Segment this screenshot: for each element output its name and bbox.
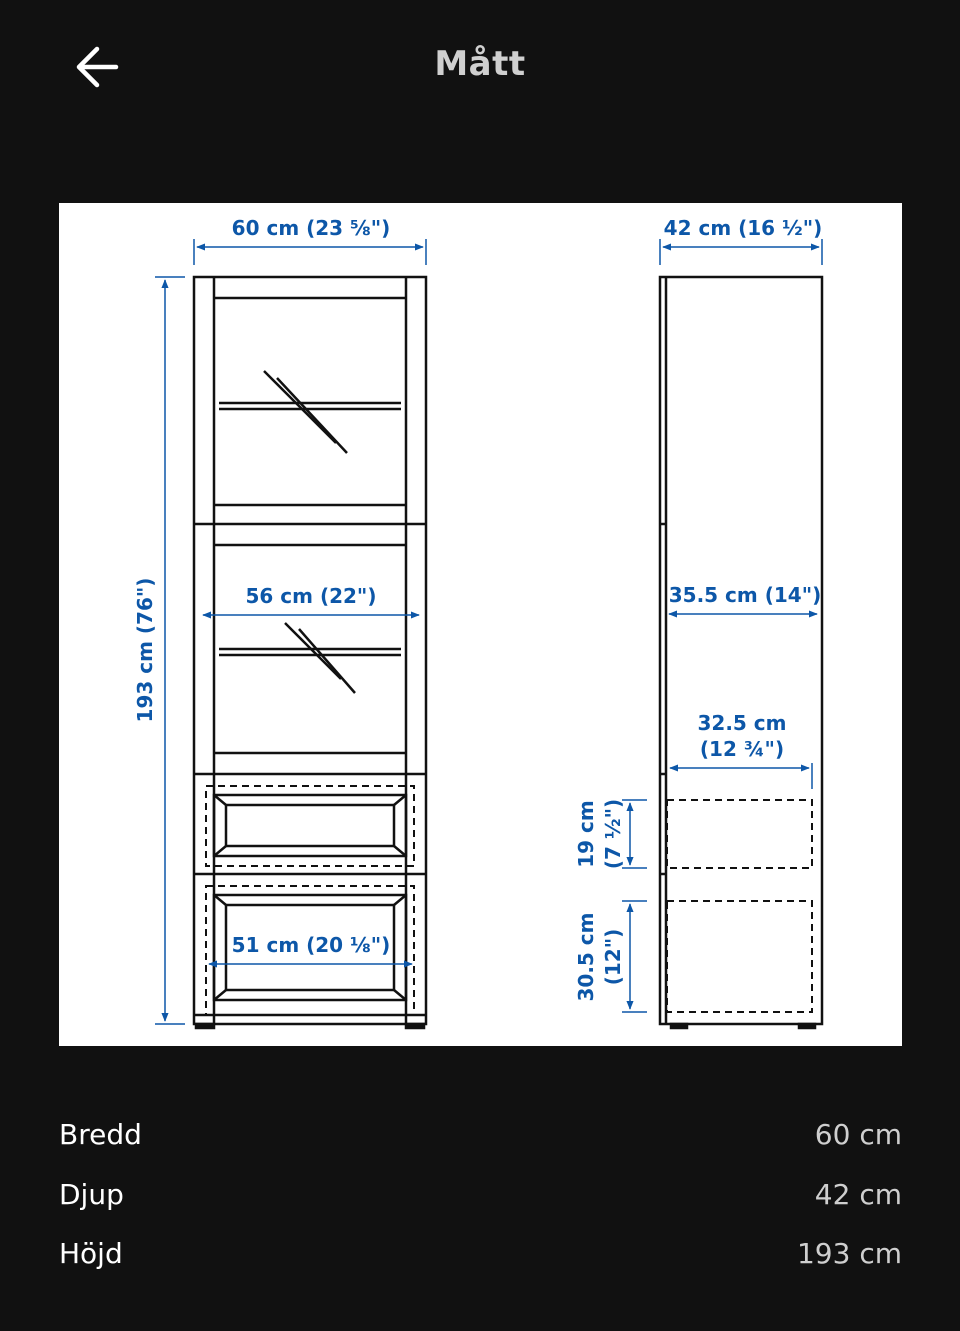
drawer-depth-label-1: 32.5 cm bbox=[697, 711, 787, 735]
spec-label: Djup bbox=[59, 1177, 124, 1211]
spec-label: Höjd bbox=[59, 1237, 123, 1271]
drawer-depth-label-2: (12 ¾") bbox=[699, 737, 785, 761]
side-view bbox=[660, 277, 822, 1028]
spec-row-height bbox=[59, 1224, 902, 1284]
dimension-drawing bbox=[59, 203, 902, 1046]
top-bar bbox=[0, 0, 960, 135]
spec-value: 193 cm bbox=[796, 1237, 902, 1271]
drawer1-height-label-1: 19 cm bbox=[574, 800, 598, 868]
spec-row-width bbox=[59, 1105, 902, 1165]
drawer2-height-label-2: (12") bbox=[601, 928, 625, 986]
spec-list bbox=[59, 1105, 902, 1284]
drawer1-height-label-2: (7 ½") bbox=[601, 798, 625, 870]
front-width-label: 60 cm (23 ⅝") bbox=[231, 216, 391, 240]
inner-depth-label: 35.5 cm (14") bbox=[668, 583, 822, 607]
drawer2-height-label-1: 30.5 cm bbox=[574, 912, 598, 1002]
spec-label: Bredd bbox=[59, 1118, 142, 1152]
spec-value: 42 cm bbox=[814, 1177, 902, 1211]
page-title: Mått bbox=[434, 44, 526, 84]
drawer-width-label: 51 cm (20 ⅛") bbox=[231, 933, 391, 957]
side-depth-label: 42 cm (16 ½") bbox=[663, 216, 823, 240]
height-label: 193 cm (76") bbox=[133, 577, 157, 723]
spec-row-depth bbox=[59, 1165, 902, 1225]
spec-value: 60 cm bbox=[814, 1118, 902, 1152]
inner-width-label: 56 cm (22") bbox=[245, 584, 377, 608]
front-view bbox=[194, 277, 426, 1028]
